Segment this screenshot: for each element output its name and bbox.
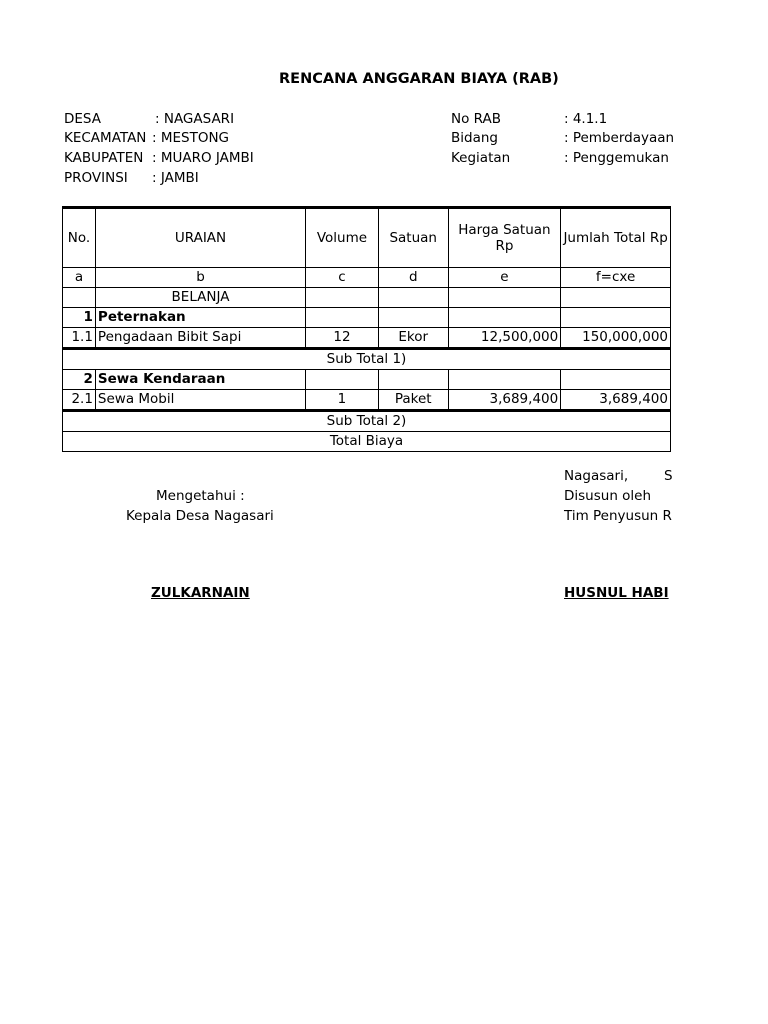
letter-b: b (95, 268, 305, 288)
header-satuan: Satuan (378, 208, 448, 268)
info-bidang-label: Bidang (451, 130, 498, 146)
table-row-subtotal-1 (63, 349, 671, 370)
info-desa-value: : NAGASARI (155, 111, 235, 127)
table-row-belanja (63, 288, 671, 308)
letter-e: e (448, 268, 561, 288)
info-kegiatan-value: : Penggemukan (564, 150, 669, 166)
group-2-name: Sewa Kendaraan (95, 370, 305, 390)
info-desa-label: DESA (64, 111, 101, 127)
info-kecamatan-value: : MESTONG (152, 130, 230, 146)
group-1-name: Peternakan (95, 308, 305, 328)
place-date-suffix: S (664, 468, 673, 484)
item-2-1-volume: 1 (306, 390, 379, 411)
document-title: RENCANA ANGGARAN BIAYA (RAB) (279, 71, 559, 87)
budget-table (62, 206, 671, 452)
item-1-1-volume: 12 (306, 328, 379, 349)
item-2-1-uraian: Sewa Mobil (95, 390, 305, 411)
right-sign-name: HUSNUL HABI (564, 585, 669, 601)
header-no: No. (63, 208, 96, 268)
info-kabupaten-label: KABUPATEN (64, 150, 144, 166)
letter-d: d (378, 268, 448, 288)
letter-f: f=cxe (561, 268, 671, 288)
group-2-no: 2 (63, 370, 96, 390)
table-letter-row (63, 268, 671, 288)
subtotal-1-label: Sub Total 1) (63, 349, 671, 370)
item-2-1-harga: 3,689,400 (448, 390, 561, 411)
item-2-1-satuan: Paket (378, 390, 448, 411)
info-provinsi-value: : JAMBI (152, 170, 199, 186)
table-row-item-1-1 (63, 328, 671, 349)
info-bidang-value: : Pemberdayaan (564, 130, 675, 146)
right-sign-role: Tim Penyusun R (564, 508, 672, 524)
table-row-group-1 (63, 308, 671, 328)
header-volume: Volume (306, 208, 379, 268)
left-sign-role: Kepala Desa Nagasari (126, 508, 274, 524)
item-2-1-jumlah: 3,689,400 (561, 390, 671, 411)
table-row-total (63, 432, 671, 452)
info-provinsi-label: PROVINSI (64, 170, 128, 186)
header-uraian: URAIAN (95, 208, 305, 268)
info-kegiatan-label: Kegiatan (451, 150, 511, 166)
letter-a: a (63, 268, 96, 288)
item-2-1-no: 2.1 (63, 390, 96, 411)
left-sign-caption: Mengetahui : (156, 488, 245, 504)
letter-c: c (306, 268, 379, 288)
header-harga-satuan: Harga Satuan Rp (448, 208, 561, 268)
left-sign-name: ZULKARNAIN (151, 585, 250, 601)
info-kecamatan-label: KECAMATAN (64, 130, 147, 146)
item-1-1-no: 1.1 (63, 328, 96, 349)
table-row-subtotal-2 (63, 411, 671, 432)
place-date: Nagasari, (564, 468, 629, 484)
table-row-item-2-1 (63, 390, 671, 411)
item-1-1-harga: 12,500,000 (448, 328, 561, 349)
total-biaya-label: Total Biaya (63, 432, 671, 452)
info-norab-label: No RAB (451, 111, 501, 127)
subtotal-2-label: Sub Total 2) (63, 411, 671, 432)
table-header-row (63, 208, 671, 268)
header-jumlah-total: Jumlah Total Rp (561, 208, 671, 268)
item-1-1-jumlah: 150,000,000 (561, 328, 671, 349)
item-1-1-uraian: Pengadaan Bibit Sapi (95, 328, 305, 349)
right-sign-caption: Disusun oleh (564, 488, 652, 504)
info-kabupaten-value: : MUARO JAMBI (152, 150, 254, 166)
group-1-no: 1 (63, 308, 96, 328)
table-row-group-2 (63, 370, 671, 390)
item-1-1-satuan: Ekor (378, 328, 448, 349)
belanja-label: BELANJA (95, 288, 305, 308)
info-norab-value: : 4.1.1 (564, 111, 608, 127)
